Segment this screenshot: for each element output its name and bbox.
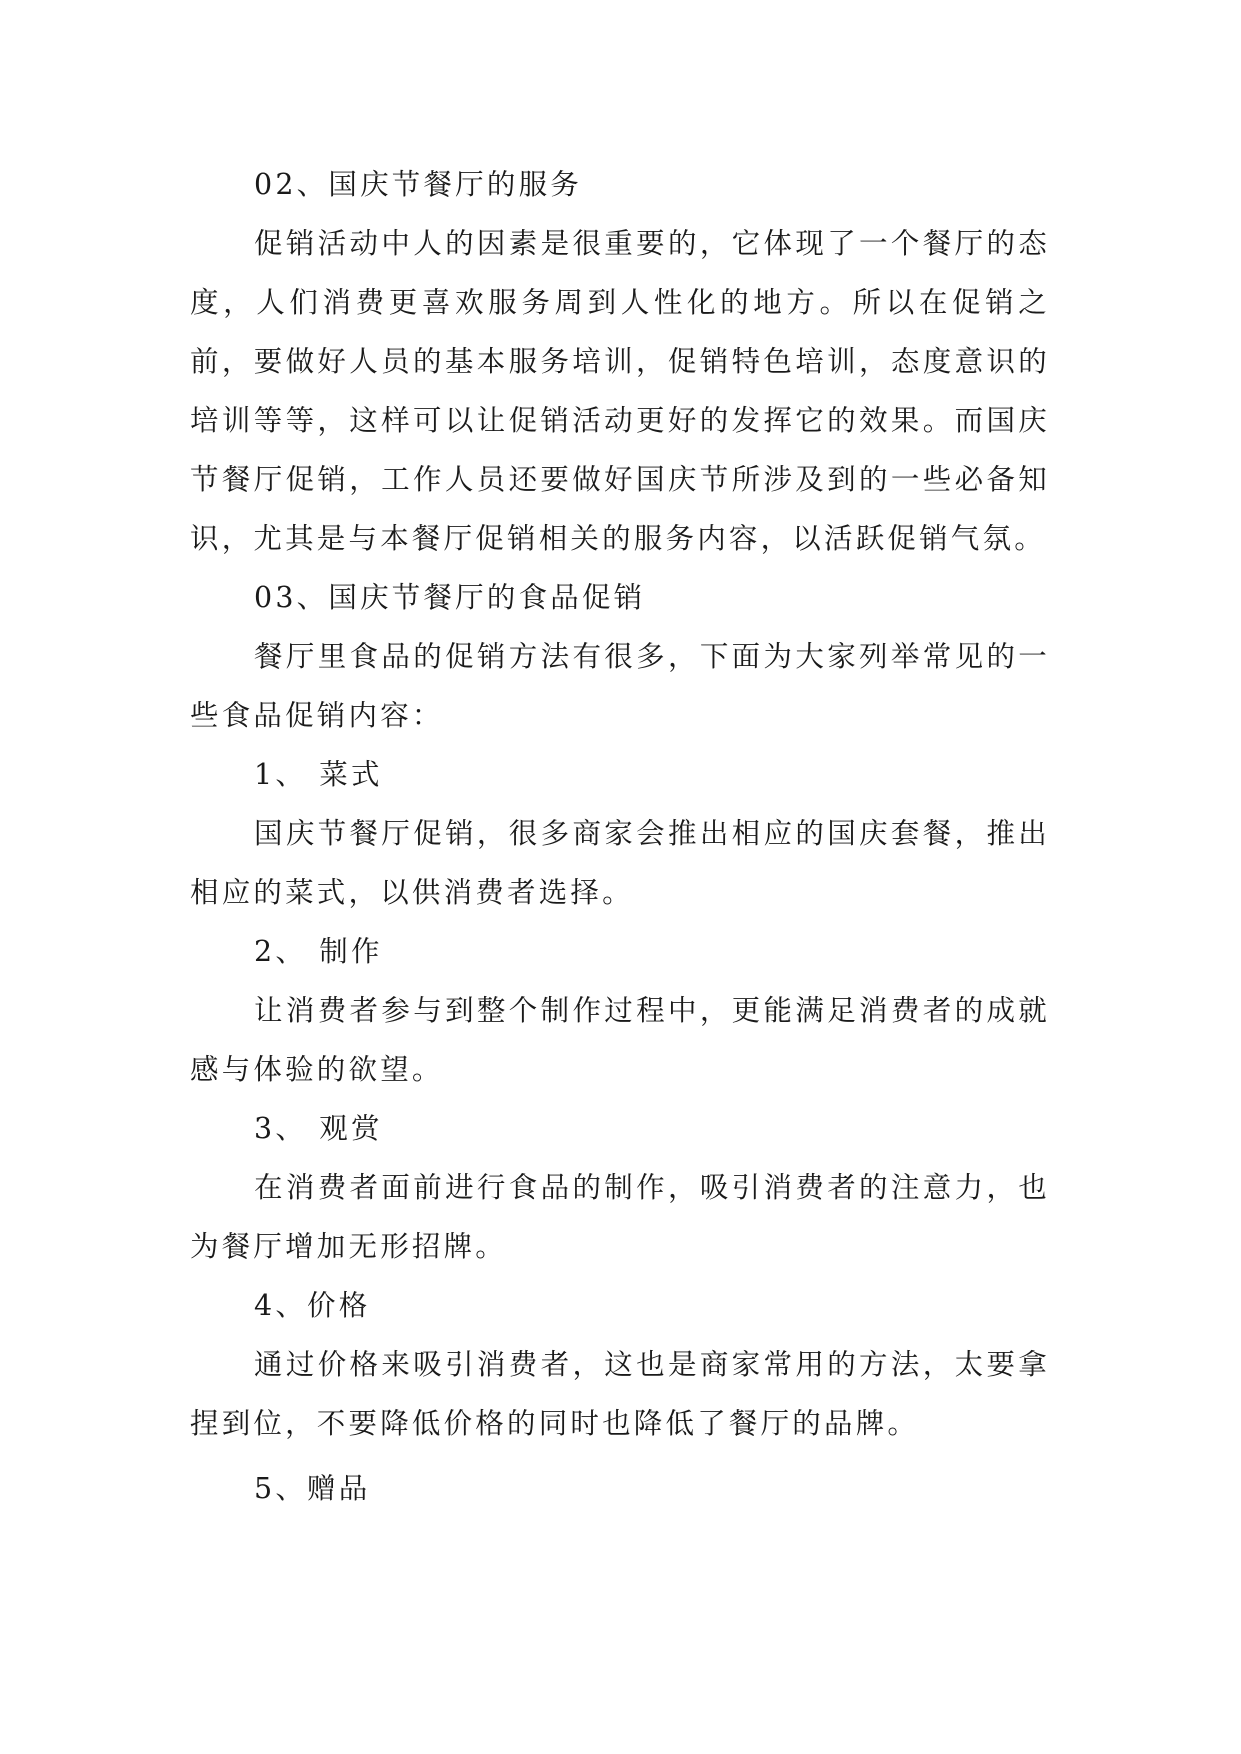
item-heading-2: 2、 制作 — [254, 935, 383, 968]
item-heading-1: 1、 菜式 — [254, 758, 383, 791]
section-paragraph-03-intro: 餐厅里食品的促销方法有很多，下面为大家列举常见的一些食品促销内容： — [190, 640, 1050, 732]
document-body — [190, 155, 1050, 1518]
section-heading-03: 03、国庆节餐厅的食品促销 — [254, 581, 646, 614]
item-heading-4: 4、价格 — [254, 1289, 371, 1322]
item-paragraph-3: 在消费者面前进行食品的制作，吸引消费者的注意力，也为餐厅增加无形招牌。 — [190, 1171, 1050, 1263]
item-paragraph-1: 国庆节餐厅促销，很多商家会推出相应的国庆套餐，推出相应的菜式，以供消费者选择。 — [190, 817, 1050, 909]
section-heading-02: 02、国庆节餐厅的服务 — [254, 168, 582, 201]
section-paragraph-02: 促销活动中人的因素是很重要的，它体现了一个餐厅的态度，人们消费更喜欢服务周到人性化的地方。所以在促销之前，要做好人员的基本服务培训，促销特色培训，态度意识的培训等等，这样可以让促销活动更好的发挥它的效果。而国庆节餐厅促销，工作人员还要做好国庆节所涉及到的一些必备知识，尤其是与本餐厅促销相关的服务内容，以活跃促销气氛。 — [190, 227, 1050, 555]
item-paragraph-2: 让消费者参与到整个制作过程中，更能满足消费者的成就感与体验的欲望。 — [190, 994, 1050, 1086]
item-heading-3: 3、 观赏 — [254, 1112, 383, 1145]
item-paragraph-4: 通过价格来吸引消费者，这也是商家常用的方法，太要拿捏到位，不要降低价格的同时也降低了餐厅的品牌。 — [190, 1348, 1050, 1440]
item-heading-5: 5、赠品 — [254, 1472, 371, 1505]
